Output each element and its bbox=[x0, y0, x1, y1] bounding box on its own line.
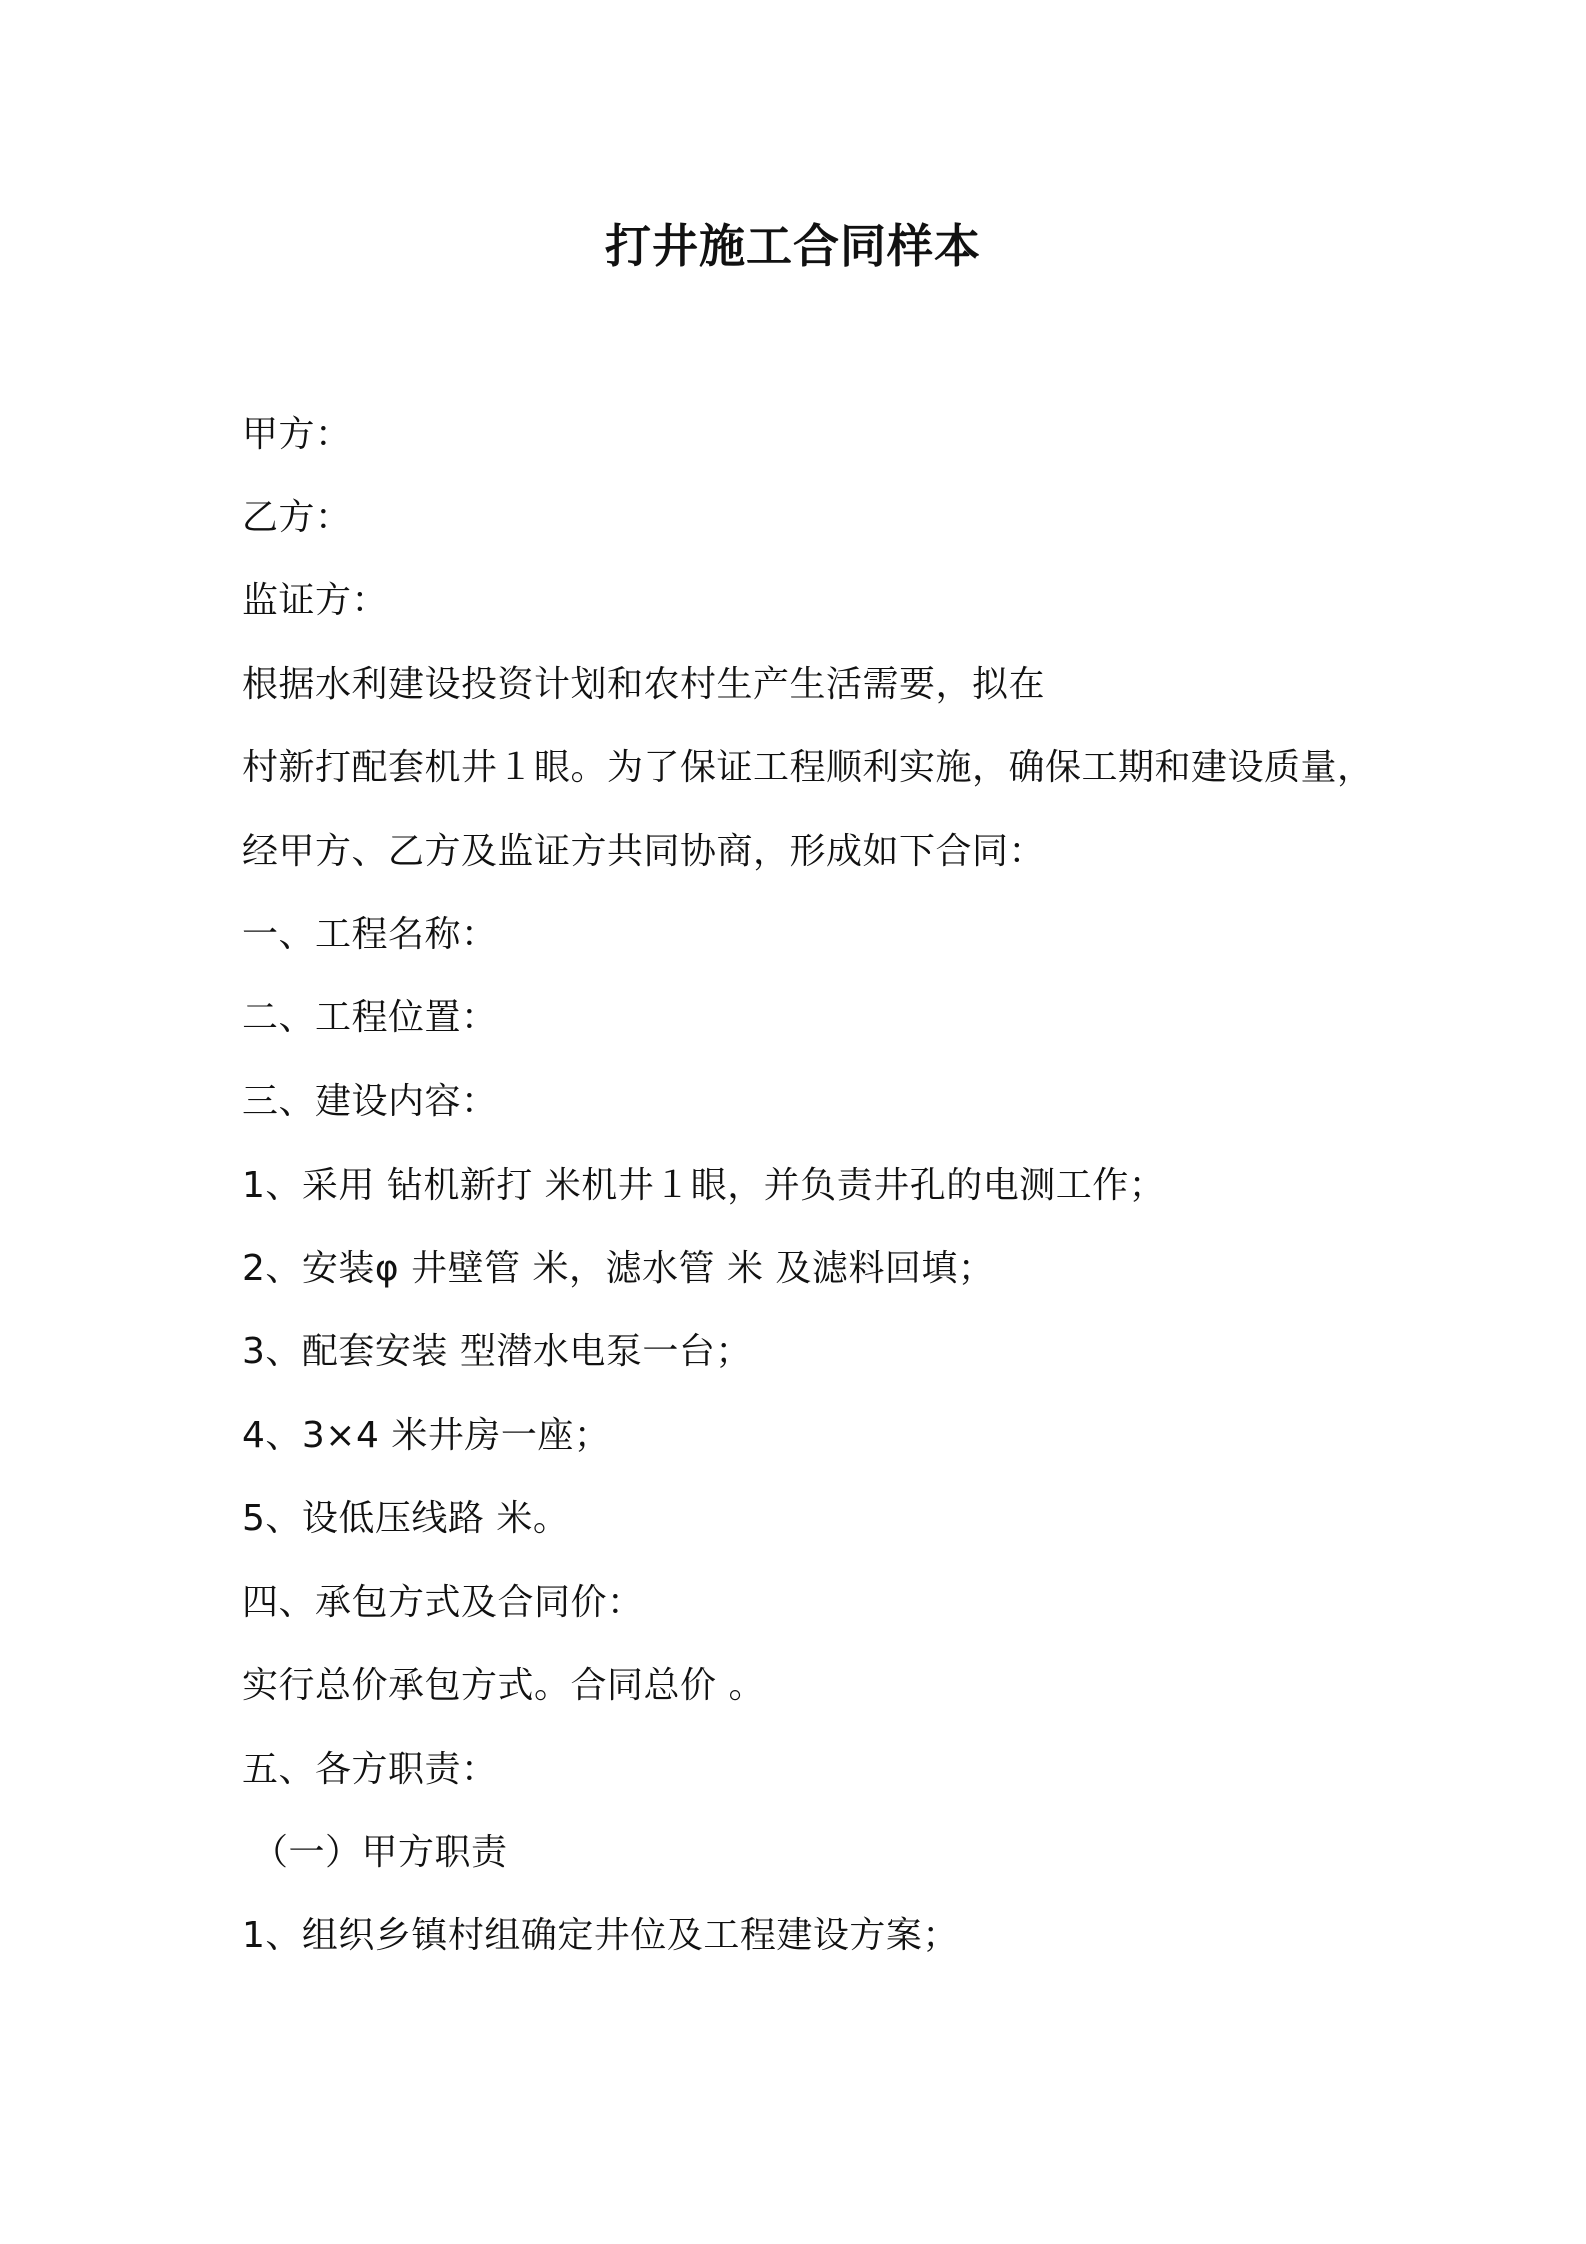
preamble-line-3: 经甲方、乙方及监证方共同协商，形成如下合同： bbox=[242, 831, 1046, 872]
witness-party-line: 监证方： bbox=[242, 580, 389, 621]
section-contract-method: 四、承包方式及合同价： bbox=[242, 1582, 644, 1623]
content-item-3: 3、配套安装 型潜水电泵一台； bbox=[242, 1331, 752, 1372]
party-b-line: 乙方： bbox=[242, 497, 352, 538]
preamble-line-2: 村新打配套机井１眼。为了保证工程顺利实施，确保工期和建设质量， bbox=[242, 747, 1374, 788]
party-a-duties-heading: （一）甲方职责 bbox=[252, 1832, 508, 1873]
content-item-1: 1、采用 钻机新打 米机井１眼，并负责井孔的电测工作； bbox=[242, 1165, 1166, 1206]
contract-price-line: 实行总价承包方式。合同总价 。 bbox=[242, 1665, 765, 1706]
party-a-duty-1: 1、组织乡镇村组确定井位及工程建设方案； bbox=[242, 1915, 959, 1956]
section-project-name: 一、工程名称： bbox=[242, 914, 498, 955]
content-item-5: 5、设低压线路 米。 bbox=[242, 1498, 570, 1539]
document-title: 打井施工合同样本 bbox=[605, 219, 981, 273]
preamble-line-1: 根据水利建设投资计划和农村生产生活需要，拟在 bbox=[242, 664, 1046, 705]
content-item-4: 4、3×4 米井房一座； bbox=[242, 1415, 611, 1456]
party-a-line: 甲方： bbox=[242, 414, 352, 455]
section-construction-content: 三、建设内容： bbox=[242, 1081, 498, 1122]
section-project-location: 二、工程位置： bbox=[242, 997, 498, 1038]
content-item-2: 2、安装φ 井壁管 米，滤水管 米 及滤料回填； bbox=[242, 1248, 995, 1289]
section-responsibilities: 五、各方职责： bbox=[242, 1749, 498, 1790]
